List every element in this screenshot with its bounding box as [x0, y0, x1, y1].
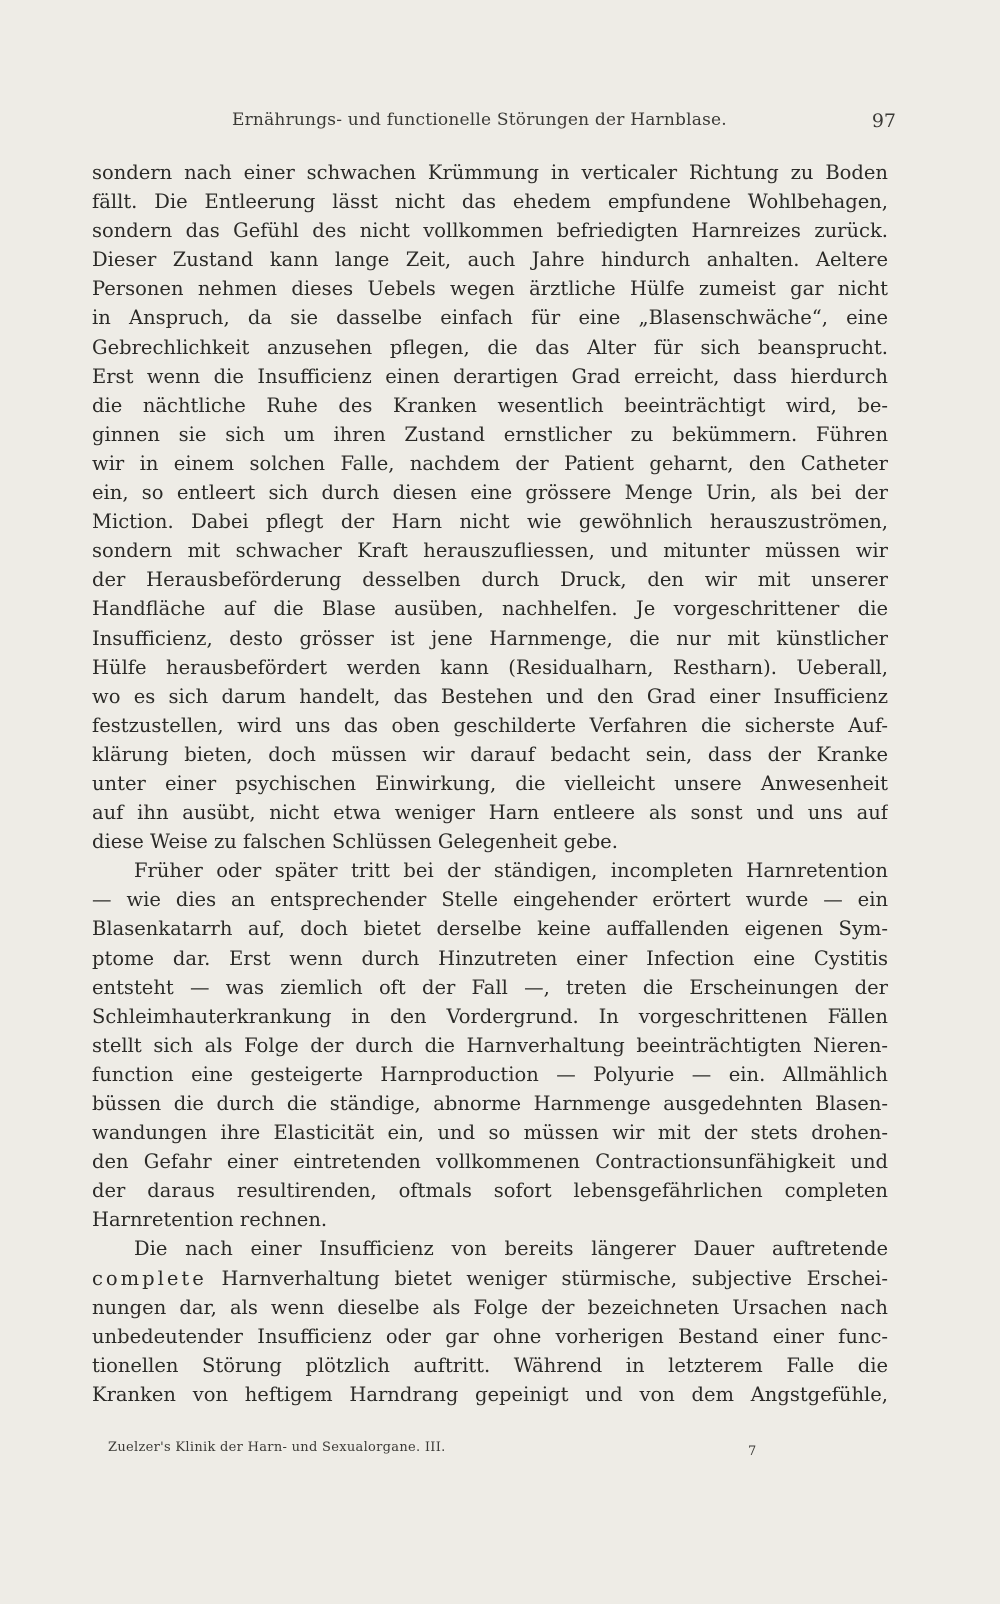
body-text: [92, 158, 888, 1409]
text-line: function eine gesteigerte Harnproduction — Polyurie — ein. Allmählich: [92, 1062, 888, 1086]
text-line: Handfläche auf die Blase ausüben, nachhelfen. Je vorgeschrittener die: [92, 597, 888, 621]
text-line: den Gefahr einer eintretenden vollkommenen Contractionsunfähigkeit und: [92, 1150, 888, 1174]
text-line: Insufficienz, desto grösser ist jene Harnmenge, die nur mit künstlicher: [92, 626, 888, 650]
footer-text: Zuelzer's Klinik der Harn- und Sexualorgane. III.: [108, 1440, 446, 1455]
running-head: [92, 110, 896, 136]
text-line: Gebrechlichkeit anzusehen pflegen, die das Alter für sich beansprucht.: [92, 335, 888, 359]
text-line: büssen die durch die ständige, abnorme Harnmenge ausgedehnten Blasen-: [92, 1092, 888, 1115]
text-line: Kranken von heftigem Harndrang gepeinigt und von dem Angstgefühle,: [92, 1382, 888, 1406]
text-line: entsteht — was ziemlich oft der Fall —, treten die Erscheinungen der: [92, 975, 888, 999]
text-line: unbedeutender Insufficienz oder gar ohne vorherigen Bestand einer func-: [92, 1324, 888, 1348]
text-line: auf ihn ausübt, nicht etwa weniger Harn entleere als sonst und uns auf: [92, 801, 888, 825]
text-line: der Herausbeförderung desselben durch Druck, den wir mit unserer: [92, 568, 888, 592]
text-line: Harnretention rechnen.: [92, 1208, 328, 1232]
text-line-rest: Harnverhaltung bietet weniger stürmische, subjective Erschei-: [221, 1266, 888, 1290]
text-line: diese Weise zu falschen Schlüssen Gelegenheit gebe.: [92, 830, 618, 854]
text-line: die nächtliche Ruhe des Kranken wesentlich beeinträchtigt wird, be-: [92, 393, 888, 417]
text-line: der daraus resultirenden, oftmals sofort lebensgefährlichen completen: [92, 1179, 888, 1203]
text-line: Hülfe herausbefördert werden kann (Residualharn, Restharn). Ueberall,: [92, 655, 888, 679]
footer: [108, 1440, 768, 1464]
signature-mark: 7: [748, 1444, 757, 1459]
text-line: unter einer psychischen Einwirkung, die vielleicht unsere Anwesenheit: [92, 771, 888, 795]
text-line: Blasenkatarrh auf, doch bietet derselbe keine auffallenden eigenen Sym-: [92, 917, 888, 941]
text-line: sondern mit schwacher Kraft herauszufliessen, und mitunter müssen wir: [92, 539, 888, 563]
text-line: Die nach einer Insufficienz von bereits längerer Dauer auftretende: [134, 1237, 888, 1261]
text-line: — wie dies an entsprechender Stelle eingehender erörtert wurde — ein: [92, 888, 888, 912]
text-line: ein, so entleert sich durch diesen eine grössere Menge Urin, als bei der: [92, 481, 888, 505]
text-line: tionellen Störung plötzlich auftritt. Während in letzterem Falle die: [92, 1353, 888, 1377]
text-line: wir in einem solchen Falle, nachdem der Patient geharnt, den Catheter: [92, 451, 888, 475]
text-line: Erst wenn die Insufficienz einen derartigen Grad erreicht, dass hierdurch: [92, 364, 888, 388]
text-line: Früher oder später tritt bei der ständigen, incompleten Harnretention: [134, 859, 888, 883]
text-line: wo es sich darum handelt, das Bestehen und den Grad einer Insufficienz: [92, 684, 888, 708]
text-line: Personen nehmen dieses Uebels wegen ärztliche Hülfe zumeist gar nicht: [92, 277, 888, 301]
text-line: festzustellen, wird uns das oben geschilderte Verfahren die sicherste Auf-: [92, 713, 888, 737]
text-line: klärung bieten, doch müssen wir darauf bedacht sein, dass der Kranke: [92, 742, 888, 766]
running-title: Ernährungs- und functionelle Störungen der Harnblase.: [232, 110, 727, 130]
page-number: 97: [871, 110, 896, 132]
text-line: in Anspruch, da sie dasselbe einfach für eine „Blasenschwäche“, eine: [92, 306, 888, 330]
text-line: nungen dar, als wenn dieselbe als Folge der bezeichneten Ursachen nach: [92, 1295, 888, 1319]
text-line: [92, 1264, 888, 1293]
text-line: sondern nach einer schwachen Krümmung in verticaler Richtung zu Boden: [92, 161, 888, 184]
text-line: ptome dar. Erst wenn durch Hinzutreten einer Infection eine Cystitis: [92, 946, 888, 970]
text-line: Dieser Zustand kann lange Zeit, auch Jahre hindurch anhalten. Aeltere: [92, 248, 888, 272]
text-line: sondern das Gefühl des nicht vollkommen befriedigten Harnreizes zurück.: [92, 219, 888, 243]
text-line: ginnen sie sich um ihren Zustand ernstlicher zu bekümmern. Führen: [92, 422, 888, 446]
spaced-word: complete: [92, 1266, 207, 1290]
text-line: fällt. Die Entleerung lässt nicht das ehedem empfundene Wohlbehagen,: [92, 190, 888, 214]
text-line: Schleimhauterkrankung in den Vordergrund. In vorgeschrittenen Fällen: [92, 1004, 888, 1028]
text-line: wandungen ihre Elasticität ein, und so müssen wir mit der stets drohen-: [92, 1121, 888, 1145]
text-line: stellt sich als Folge der durch die Harnverhaltung beeinträchtigten Nieren-: [92, 1033, 888, 1057]
text-line: Miction. Dabei pflegt der Harn nicht wie gewöhnlich herauszuströmen,: [92, 510, 888, 534]
